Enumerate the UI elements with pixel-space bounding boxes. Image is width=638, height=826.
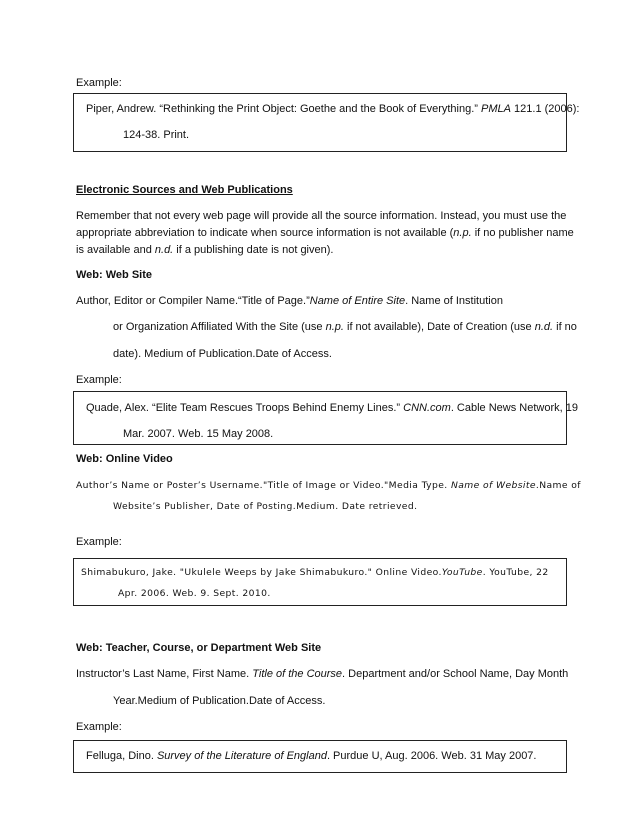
citation-box-quade	[73, 391, 578, 445]
format-line: Author, Editor or Compiler Name.“Title of Page.”Name of Entire Site. Name of Institution	[76, 295, 503, 307]
section-heading: Electronic Sources and Web Publications	[76, 184, 293, 196]
citation-line: Mar. 2007. Web. 15 May 2008.	[123, 428, 274, 440]
citation-box-shimabukuro	[73, 558, 567, 606]
citation-line: Apr. 2006. Web. 9. Sept. 2010.	[118, 588, 271, 599]
format-line: Year.Medium of Publication.Date of Access.	[113, 695, 326, 707]
example-label: Example:	[76, 77, 122, 89]
subsection-heading: Web: Teacher, Course, or Department Web Site	[76, 642, 322, 654]
format-line: Instructor’s Last Name, First Name. Title of the Course. Department and/or School Name, Day Month	[76, 668, 569, 680]
citation-line: Shimabukuro, Jake. "Ukulele Weeps by Jake Shimabukuro." Online Video.YouTube. YouTube, 22	[81, 567, 549, 578]
format-line: date). Medium of Publication.Date of Access.	[113, 348, 332, 360]
citation-box-piper	[73, 93, 580, 152]
paragraph-line: is available and n.d. if a publishing date is not given).	[76, 244, 334, 256]
paragraph-line: appropriate abbreviation to indicate when source information is not available (n.p. if no publisher name	[76, 227, 574, 239]
citation-line: 124-38. Print.	[123, 129, 190, 141]
citation-line: Piper, Andrew. “Rethinking the Print Object: Goethe and the Book of Everything.” PMLA 121.1 (2006):	[86, 103, 580, 115]
citation-line: Felluga, Dino. Survey of the Literature of England. Purdue U, Aug. 2006. Web. 31 May 2007.	[86, 750, 537, 762]
paragraph-line: Remember that not every web page will provide all the source information. Instead, you must use the	[76, 210, 567, 222]
format-line: Author’s Name or Poster’s Username."Title of Image or Video."Media Type. Name of Website.Name of	[76, 480, 581, 491]
example-label: Example:	[76, 721, 122, 733]
subsection-heading: Web: Web Site	[76, 269, 152, 281]
citation-line: Quade, Alex. “Elite Team Rescues Troops Behind Enemy Lines.” CNN.com. Cable News Network, 19	[86, 402, 578, 414]
format-line: Website’s Publisher, Date of Posting.Medium. Date retrieved.	[113, 501, 418, 512]
format-line: or Organization Affiliated With the Site (use n.p. if not available), Date of Creation (use n.d. if no	[113, 321, 577, 333]
example-label: Example:	[76, 374, 122, 386]
example-label: Example:	[76, 536, 122, 548]
citation-box-felluga	[73, 740, 567, 773]
subsection-heading: Web: Online Video	[76, 453, 173, 465]
